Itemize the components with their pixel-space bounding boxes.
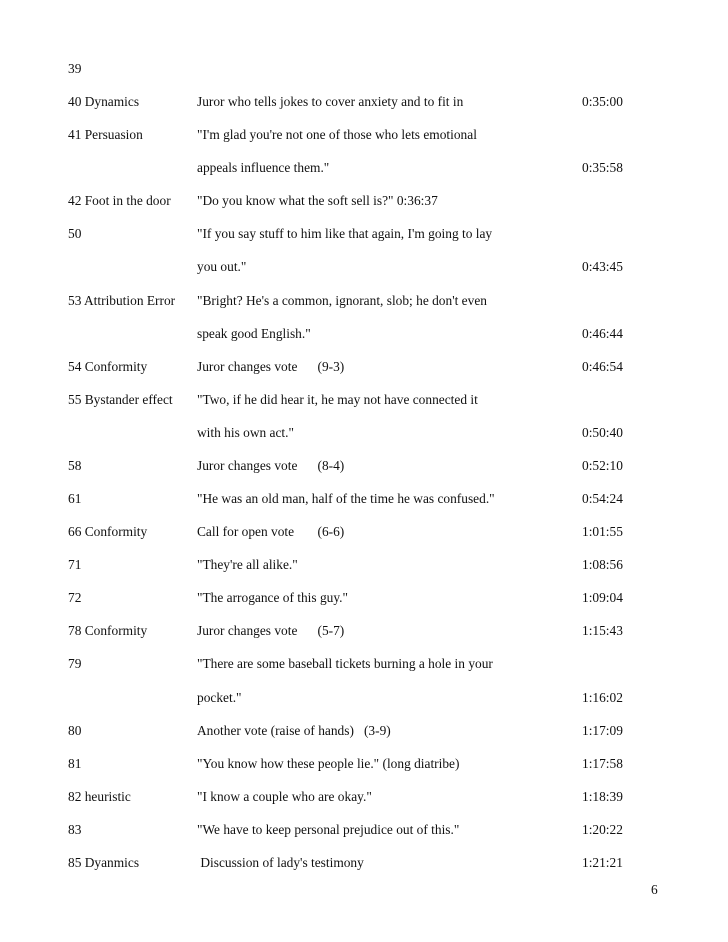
table-row <box>0 821 728 839</box>
table-row <box>0 325 728 343</box>
row-text: "If you say stuff to him like that again, I'm going to lay <box>197 226 493 242</box>
table-row <box>0 192 728 210</box>
row-label: 41 Persuasion <box>68 127 143 143</box>
row-time: 0:46:44 <box>582 325 623 341</box>
row-label: 78 Conformity <box>68 623 148 639</box>
row-text: speak good English." <box>197 325 311 341</box>
row-label: 61 <box>68 491 82 507</box>
row-text: with his own act." <box>197 424 294 440</box>
row-label: 83 <box>68 821 82 837</box>
row-time: 0:43:45 <box>582 259 623 275</box>
row-label: 81 <box>68 755 82 771</box>
row-time: 1:16:02 <box>582 689 623 705</box>
row-text: "Bright? He's a common, ignorant, slob; he don't even <box>197 292 487 308</box>
row-label: 58 <box>68 457 82 473</box>
row-time: 0:35:58 <box>582 160 623 176</box>
table-row <box>0 126 728 144</box>
row-label: 55 Bystander effect <box>68 391 173 407</box>
row-time: 0:54:24 <box>582 491 623 507</box>
table-row <box>0 722 728 740</box>
table-row <box>0 755 728 773</box>
row-text: "I know a couple who are okay." <box>197 788 372 804</box>
table-row <box>0 457 728 475</box>
page-number: 6 <box>651 882 658 897</box>
row-time: 1:20:22 <box>582 821 623 837</box>
row-label: 40 Dynamics <box>68 94 140 110</box>
row-text: "Do you know what the soft sell is?" 0:36:37 <box>197 193 438 209</box>
row-time: 1:15:43 <box>582 623 623 639</box>
row-text: "They're all alike." <box>197 557 298 573</box>
row-time: 0:52:10 <box>582 457 623 473</box>
row-text: Discussion of lady's testimony <box>197 854 364 870</box>
row-text: pocket." <box>197 689 242 705</box>
table-row <box>0 292 728 310</box>
table-row <box>0 854 728 872</box>
row-label: 53 Attribution Error <box>68 292 176 308</box>
row-time: 1:01:55 <box>582 524 623 540</box>
table-row <box>0 60 728 78</box>
row-time: 1:09:04 <box>582 590 623 606</box>
table-row <box>0 622 728 640</box>
table-row <box>0 391 728 409</box>
row-label: 66 Conformity <box>68 524 148 540</box>
table-row <box>0 358 728 376</box>
table-row <box>0 523 728 541</box>
row-text: "You know how these people lie." (long diatribe) <box>197 755 460 771</box>
row-text: you out." <box>197 259 247 275</box>
row-text: Another vote (raise of hands) (3-9) <box>197 722 391 738</box>
row-text: "I'm glad you're not one of those who lets emotional <box>197 127 477 143</box>
row-text: Juror who tells jokes to cover anxiety and to fit in <box>197 94 464 110</box>
table-row <box>0 258 728 276</box>
table-row <box>0 93 728 111</box>
table-row <box>0 159 728 177</box>
row-time: 1:17:58 <box>582 755 623 771</box>
row-label: 54 Conformity <box>68 358 148 374</box>
row-label: 72 <box>68 590 82 606</box>
row-text: Juror changes vote (8-4) <box>197 457 345 473</box>
table-row <box>0 788 728 806</box>
row-text: "The arrogance of this guy." <box>197 590 348 606</box>
row-label: 85 Dyanmics <box>68 854 140 870</box>
row-label: 42 Foot in the door <box>68 193 171 209</box>
row-label: 50 <box>68 226 82 242</box>
table-row <box>0 589 728 607</box>
row-text: Juror changes vote (9-3) <box>197 358 345 374</box>
table-row <box>0 490 728 508</box>
row-label: 80 <box>68 722 82 738</box>
row-label: 82 heuristic <box>68 788 131 804</box>
table-row <box>0 655 728 673</box>
row-time: 1:08:56 <box>582 557 623 573</box>
row-text: Juror changes vote (5-7) <box>197 623 345 639</box>
row-label: 79 <box>68 656 82 672</box>
row-text: "Two, if he did hear it, he may not have connected it <box>197 391 478 407</box>
row-time: 1:17:09 <box>582 722 623 738</box>
row-text: "There are some baseball tickets burning a hole in your <box>197 656 493 672</box>
table-row <box>0 225 728 243</box>
row-label: 39 <box>68 61 82 76</box>
table-row <box>0 556 728 574</box>
row-time: 0:46:54 <box>582 358 623 374</box>
row-text: "He was an old man, half of the time he was confused." <box>197 491 495 507</box>
table-row <box>0 424 728 442</box>
row-label: 71 <box>68 557 82 573</box>
row-time: 1:21:21 <box>582 854 623 870</box>
row-text: Call for open vote (6-6) <box>197 524 345 540</box>
row-text: appeals influence them." <box>197 160 330 176</box>
row-time: 0:35:00 <box>582 94 623 110</box>
row-time: 1:18:39 <box>582 788 623 804</box>
row-time: 0:50:40 <box>582 424 623 440</box>
row-text: "We have to keep personal prejudice out of this." <box>197 821 460 837</box>
table-row <box>0 689 728 707</box>
